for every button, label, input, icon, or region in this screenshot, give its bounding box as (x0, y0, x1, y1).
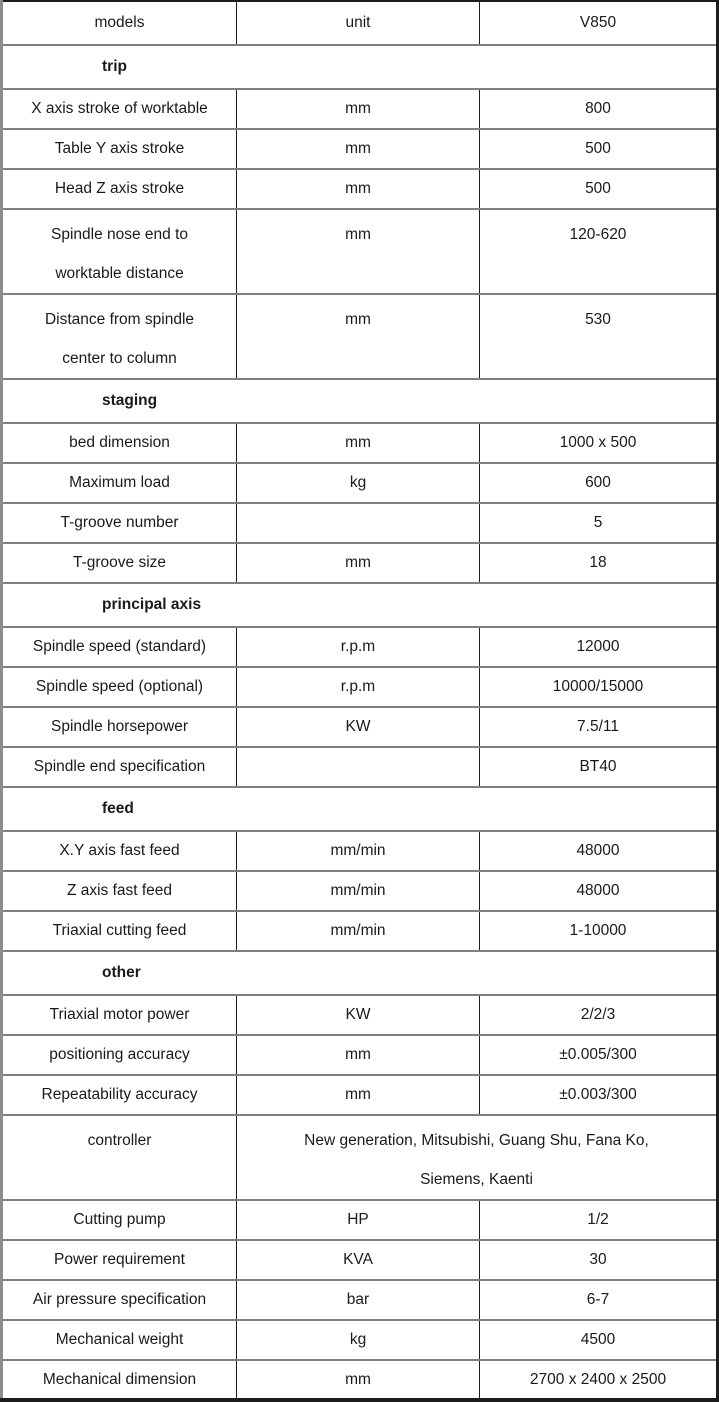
spec-row (2, 463, 718, 503)
models-header-cell: models (2, 1, 237, 45)
spec-row (2, 1320, 718, 1360)
spec-row (2, 1035, 718, 1075)
spec-unit-cell: HP (237, 1200, 480, 1240)
spec-label-cell: Table Y axis stroke (2, 129, 237, 169)
section-title: staging (2, 379, 718, 423)
spec-table-body (2, 1, 718, 1400)
spec-label-cell: Cutting pump (2, 1200, 237, 1240)
spec-label-cell: Spindle speed (standard) (2, 627, 237, 667)
spec-unit-cell: mm (237, 1035, 480, 1075)
spec-row (2, 831, 718, 871)
spec-row (2, 423, 718, 463)
spec-label-cell: Spindle horsepower (2, 707, 237, 747)
spec-label-cell (2, 209, 237, 294)
controller-values-cell (237, 1115, 718, 1200)
spec-row (2, 1360, 718, 1400)
spec-label-cell: X axis stroke of worktable (2, 89, 237, 129)
spec-unit-cell: mm (237, 423, 480, 463)
spec-value-cell: 12000 (480, 627, 718, 667)
spec-label-cell: Air pressure specification (2, 1280, 237, 1320)
spec-unit-cell: bar (237, 1280, 480, 1320)
spec-value-cell: 2/2/3 (480, 995, 718, 1035)
controller-value-line: Siemens, Kaenti (420, 1171, 533, 1188)
spec-label-cell: Mechanical dimension (2, 1360, 237, 1400)
spec-unit-cell: mm (237, 129, 480, 169)
spec-value-cell: 530 (480, 294, 718, 379)
section-row (2, 787, 718, 831)
spec-label-line: Spindle nose end to (50, 226, 189, 243)
spec-value-cell: 1-10000 (480, 911, 718, 951)
spec-value-cell: 4500 (480, 1320, 718, 1360)
spec-unit-cell: mm/min (237, 911, 480, 951)
spec-row (2, 707, 718, 747)
spec-row (2, 871, 718, 911)
spec-value-cell: 2700 x 2400 x 2500 (480, 1360, 718, 1400)
spec-unit-cell: mm (237, 209, 480, 294)
spec-row (2, 1075, 718, 1115)
spec-row (2, 169, 718, 209)
spec-row (2, 995, 718, 1035)
spec-unit-cell: r.p.m (237, 667, 480, 707)
spec-unit-cell: KVA (237, 1240, 480, 1280)
spec-unit-cell: mm/min (237, 871, 480, 911)
spec-label-cell: Z axis fast feed (2, 871, 237, 911)
spec-value-cell: 500 (480, 169, 718, 209)
section-row (2, 45, 718, 89)
spec-label-cell: Spindle speed (optional) (2, 667, 237, 707)
spec-value-cell: 48000 (480, 831, 718, 871)
spec-value-cell: 120-620 (480, 209, 718, 294)
spec-row (2, 129, 718, 169)
spec-label-line: Distance from spindle (44, 311, 195, 328)
section-title: other (2, 951, 718, 995)
spec-row (2, 1200, 718, 1240)
spec-row (2, 503, 718, 543)
spec-label-cell: controller (2, 1115, 237, 1200)
spec-unit-cell (237, 503, 480, 543)
spec-row (2, 209, 718, 294)
spec-label-cell: Triaxial cutting feed (2, 911, 237, 951)
spec-value-cell: BT40 (480, 747, 718, 787)
spec-unit-cell: r.p.m (237, 627, 480, 667)
spec-label-cell: bed dimension (2, 423, 237, 463)
spec-unit-cell: mm (237, 169, 480, 209)
spec-label-cell (2, 294, 237, 379)
spec-unit-cell: KW (237, 995, 480, 1035)
spec-row (2, 1240, 718, 1280)
spec-label-cell: T-groove size (2, 543, 237, 583)
spec-unit-cell: mm (237, 294, 480, 379)
spec-value-cell: 1/2 (480, 1200, 718, 1240)
spec-unit-cell: mm (237, 543, 480, 583)
section-title: principal axis (2, 583, 718, 627)
section-title: trip (2, 45, 718, 89)
spec-row (2, 911, 718, 951)
spec-label-cell: Mechanical weight (2, 1320, 237, 1360)
controller-value-line: New generation, Mitsubishi, Guang Shu, Fana Ko, (304, 1132, 649, 1149)
spec-label-cell: Repeatability accuracy (2, 1075, 237, 1115)
spec-value-cell: 500 (480, 129, 718, 169)
spec-label-line: worktable distance (55, 265, 184, 282)
spec-value-cell: 6-7 (480, 1280, 718, 1320)
spec-unit-cell: mm (237, 1075, 480, 1115)
model-value-header-cell: V850 (480, 1, 718, 45)
spec-unit-cell: kg (237, 1320, 480, 1360)
spec-row (2, 747, 718, 787)
section-row (2, 379, 718, 423)
spec-label-cell: Head Z axis stroke (2, 169, 237, 209)
unit-header-cell: unit (237, 1, 480, 45)
spec-unit-cell (237, 747, 480, 787)
section-row (2, 951, 718, 995)
spec-label-cell: Spindle end specification (2, 747, 237, 787)
spec-unit-cell: mm/min (237, 831, 480, 871)
spec-label-cell: positioning accuracy (2, 1035, 237, 1075)
spec-value-cell: 800 (480, 89, 718, 129)
spec-value-cell: 5 (480, 503, 718, 543)
spec-row (2, 1280, 718, 1320)
spec-row (2, 294, 718, 379)
spec-row (2, 627, 718, 667)
spec-unit-cell: mm (237, 1360, 480, 1400)
spec-label-cell: Power requirement (2, 1240, 237, 1280)
spec-label-line: center to column (62, 350, 177, 367)
spec-value-cell: 10000/15000 (480, 667, 718, 707)
spec-value-cell: 18 (480, 543, 718, 583)
spec-value-cell: 48000 (480, 871, 718, 911)
spec-value-cell: ±0.005/300 (480, 1035, 718, 1075)
spec-row (2, 667, 718, 707)
section-title: feed (2, 787, 718, 831)
spec-unit-cell: kg (237, 463, 480, 503)
spec-value-cell: 600 (480, 463, 718, 503)
spec-unit-cell: mm (237, 89, 480, 129)
spec-row (2, 1115, 718, 1200)
spec-label-cell: T-groove number (2, 503, 237, 543)
spec-row (2, 543, 718, 583)
section-row (2, 583, 718, 627)
spec-value-cell: ±0.003/300 (480, 1075, 718, 1115)
spec-value-cell: 7.5/11 (480, 707, 718, 747)
spec-value-cell: 1000 x 500 (480, 423, 718, 463)
table-header-row (2, 1, 718, 45)
spec-label-cell: Triaxial motor power (2, 995, 237, 1035)
spec-label-cell: Maximum load (2, 463, 237, 503)
spec-unit-cell: KW (237, 707, 480, 747)
spec-value-cell: 30 (480, 1240, 718, 1280)
spec-label-cell: X.Y axis fast feed (2, 831, 237, 871)
spec-row (2, 89, 718, 129)
